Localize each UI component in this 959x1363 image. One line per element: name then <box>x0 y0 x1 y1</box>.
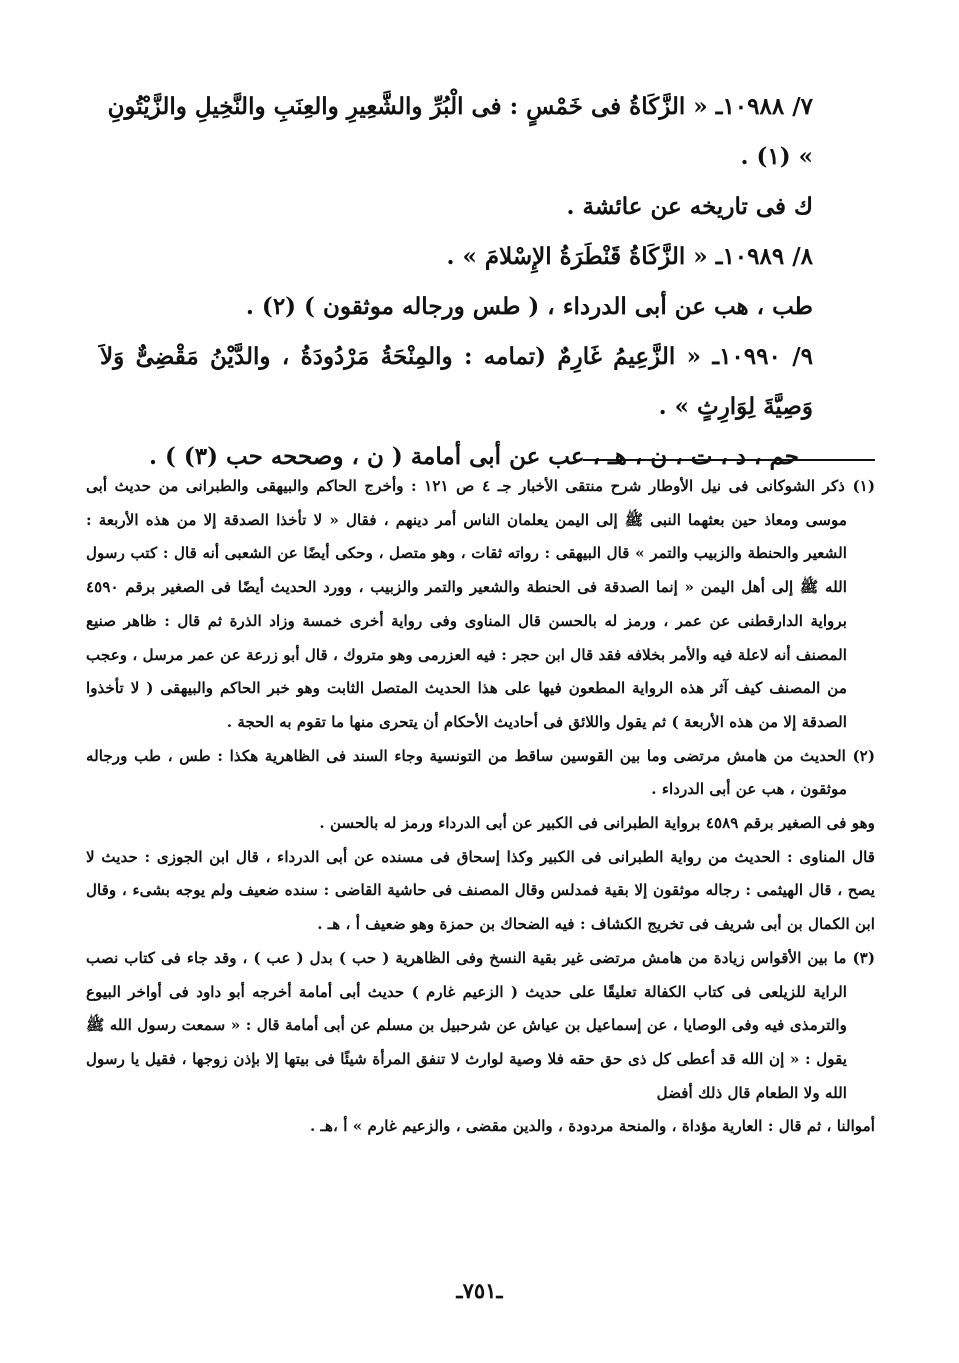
hadith-text: « الزَّكَاةُ قَنْطَرَةُ الإِسْلامَ » . <box>446 243 708 270</box>
footnote-2-paragraph: قال المناوى : الحديث من رواية الطبرانى فى الكبير وكذا إسحاق فى مسنده عن أبى الدرداء ، قال ابن الجوزى : حديث لا يصح ، قال الهيثمى : رجاله موثقون إلا بقية فمدلس وقال المصنف فى حاشية القاضى : سنده ضعيف ولم يوجه بشىء ، وقال ابن الكمال بن أبى شريف فى تخريج الكشاف : فيه الضحاك بن حمزة وهو ضعيف أ ، هـ . <box>86 847 875 934</box>
footnote-separator <box>583 459 875 461</box>
footnote-2: (٢) الحديث من هامش مرتضى وما بين القوسين ساقط من التونسية وجاء السند فى الظاهرية هكذا : طس ، طب ورجاله موثقون ، هب عن أبى الدرداء . <box>86 746 875 799</box>
footnote-3-paragraph: أموالنا ، ثم قال : العارية مؤداة ، والمنحة مردودة ، والدين مقضى ، والزعيم غارم » أ ،هـ . <box>309 1117 875 1136</box>
hadith-source: حم ، د ، ت ، ن ، هـ ، عب عن أبى أمامة ( ن ، وصححه حب (٣) ) . <box>148 443 799 470</box>
hadith-number: ٨/ ١٠٩٨٩ـ <box>715 243 813 270</box>
hadith-source: ك فى تاريخه عن عائشة . <box>566 193 813 220</box>
hadith-entry <box>100 232 819 282</box>
hadith-source: طب ، هب عن أبى الدرداء ، ( طس ورجاله موثقون ) (٢) . <box>245 293 813 320</box>
footnote-3: (٣) ما بين الأقواس زيادة من هامش مرتضى غير بقية النسخ وفى الظاهرية ( حب ) بدل ( عب ) ، وقد جاء فى كتاب نصب الراية للزيلعى فى كتاب الكفالة تعليقًا على حديث ( الزعيم غارم ) حديث أبى أمامة أخرجه أبو داود فى أواخر البيوع والترمذى فيه وفى الوصايا ، عن إسماعيل بن عياش عن شرحبيل بن مسلم عن أبى أمامة قال : « سمعت رسول الله ﷺ يقول : « إن الله قد أعطى كل ذى حق حقه فلا وصية لوارث لا تنفق المرأة شيئًا فى بيتها إلا بإذن زوجها ، فقيل يا رسول الله ولا الطعام قال ذلك أفضل <box>86 948 875 1102</box>
hadith-entry <box>100 82 819 182</box>
page-number: ـ٧٥١ـ <box>456 1278 503 1303</box>
footnote-2-paragraph: وهو فى الصغير برقم ٤٥٨٩ برواية الطبرانى فى الكبير عن أبى الدرداء ورمز له بالحسن . <box>319 814 875 833</box>
hadith-entry <box>100 332 819 432</box>
hadith-number: ٧/ ١٠٩٨٨ـ <box>715 93 813 120</box>
footnote-1: (١) ذكر الشوكانى فى نيل الأوطار شرح منتقى الأخبار جـ ٤ ص ١٢١ : وأخرج الحاكم والبيهقى والطبرانى من حديث أبى موسى ومعاذ حين بعثهما النبى ﷺ إلى اليمن يعلمان الناس أمر دينهم ، فقال « لا تأخذا الصدقة إلا من هذه الأربعة : الشعير والحنطة والزبيب والتمر » قال البيهقى : رواته ثقات ، وهو متصل ، وحكى أيضًا عن الشعبى أنه قال : كتب رسول الله ﷺ إلى أهل اليمن « إنما الصدقة فى الحنطة والشعير والتمر والزبيب ، وورد الحديث أيضًا فى الصغير برقم ٤٥٩٠ برواية الدارقطنى عن عمر ، ورمز له بالحسن قال المناوى وفى رواية أخرى خمسة وزاد الذرة ثم قال : ظاهر صنيع المصنف أنه لاعلة فيه والأمر بخلافه فقد قال ابن حجر : فيه العزرمى وهو متروك ، قال أبو زرعة عن عمر مرسل ، وعجب من المصنف كيف آثر هذه الرواية المطعون فيها على هذا الحديث المتصل الثابت وهو خبر الحاكم والبيهقى ( لا تأخذوا الصدقة إلا من هذه الأربعة ) ثم يقول واللائق فى أحاديث الأحكام أن يتحرى منها ما تقوم به الحجة . <box>86 477 875 731</box>
hadith-number: ٩/ ١٠٩٩٠ـ <box>712 343 813 370</box>
hadith-section <box>100 82 819 482</box>
footnotes-section <box>86 470 875 1144</box>
hadith-text: « الزَّعِيمُ غَارِمٌ (تمامه : والمِنْحَةُ مَرْدُودَةُ ، والدَّيْنُ مَقْضِىٌّ وَلاَ وَصِيَّةَ لِوَارِثٍ » . <box>100 343 813 420</box>
hadith-text: « الزَّكَاةُ فى خَمْسٍ : فى الْبُرِّ والشَّعِيرِ والعِنَبِ والنَّخِيلِ والزَّيْتُونِ » (١) . <box>107 93 813 170</box>
